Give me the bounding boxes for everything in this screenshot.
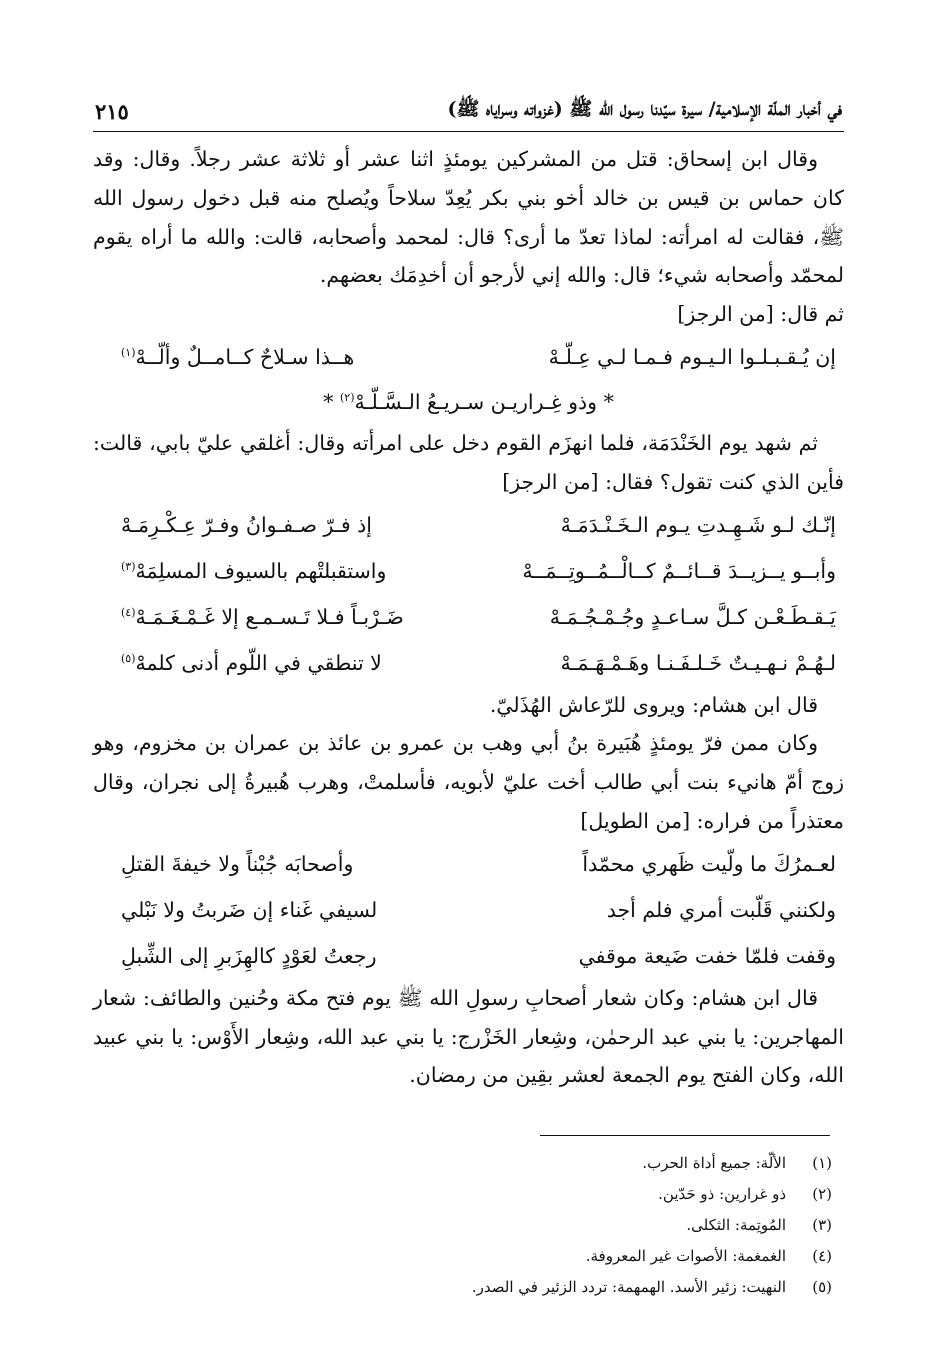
verse-line <box>93 334 844 380</box>
verse-hemistich: رجعتُ لعَوْدٍ كالهِزَبرِ إلى الشِّبلِ <box>121 943 377 968</box>
verse-line <box>93 548 844 594</box>
verse-hemistich: إن يُـقـبـلـوا الـيـوم فـمـا لـي عِـلّـهْ <box>548 344 836 369</box>
footnote-number: (٢) <box>812 1185 832 1203</box>
footnote <box>472 1179 832 1210</box>
running-header <box>95 93 842 129</box>
verse-hemistich: وقفت فلمّا خفت ضَيعة موقفي <box>578 943 836 968</box>
verse-hemistich: إذ فـرّ صـفـوانُ وفـرّ عِـكْـرِمَـهْ <box>121 512 373 537</box>
verse-hemistich: وأبــو يــزيــدَ قــائــمٌ كــالْــمُــوتِــمَــهْ <box>522 558 836 583</box>
footnote-text: الألّة: جميع أداة الحرب. <box>642 1154 786 1172</box>
header-rule <box>93 131 844 132</box>
verse-line <box>93 887 844 933</box>
verse-hemistich: إنّـك لـو شَـهِـدتِ يـوم الـخَـنْـدَمَـهْ <box>560 512 836 537</box>
footnote-marker: (٤) <box>121 605 136 619</box>
verse-hemistich: * وذو غِـراريـن سـريـعُ الـسَّـلّـهْ$^{(٢)}$ * <box>323 389 614 414</box>
verse-line <box>93 841 844 887</box>
footnote-marker: (٢) <box>339 391 355 405</box>
verse-line <box>93 933 844 979</box>
verse-hemistich: لـهُـمْ نـهـيـتٌ خَـلـفَـنـا وهَـمْـهَـمَـهْ <box>560 650 836 675</box>
meter-label: [من الطويل] <box>580 808 691 833</box>
footnote <box>472 1210 832 1241</box>
verse-line <box>93 594 844 640</box>
verse-line <box>93 640 844 686</box>
verse-hemistich: ولكنني قَلّبت أمري فلم أجد <box>606 897 836 922</box>
paragraph: قال ابن هشام: وكان شعار أصحابِ رسولِ الله ﷺ يوم فتح مكة وحُنين والطائف: شعار المهاجرين: يا بني عبد الرحمٰن، وشِعار الخَزْرج: يا بني عبد الله، وشِعار الأَوْس: يا بني عبيد الله، وكان الفتح يوم الجمعة لعشر بقِين من رمضان. <box>93 985 844 1088</box>
footnote-number: (٣) <box>812 1216 832 1234</box>
footnote-text: ذو غرارين: ذو حَدّين. <box>658 1185 786 1203</box>
footnotes <box>472 1148 832 1303</box>
paragraph: قال ابن هشام: ويروى للرّعاش الهُذَليّ. <box>489 692 818 717</box>
footnote-marker: (٥) <box>121 651 136 665</box>
footnote <box>472 1241 832 1272</box>
verse-hemistich: وأصحابَه جُبْناً ولا خيفةَ القتلِ <box>121 851 354 876</box>
footnote-rule <box>540 1135 830 1136</box>
verse-hemistich: لسيفي غَناء إن ضَربتُ ولا نَبْلي <box>121 897 378 922</box>
footnote <box>472 1148 832 1179</box>
paragraph: وقال ابن إسحاق: قتل من المشركين يومئذٍ اثنا عشر أو ثلاثة عشر رجلاً. وقال: وقد كان حماس بن قيس بن خالد أخو بني بكر يُعِدّ سلاحاً ويُصلح منه قبل دخول رسول الله ﷺ، فقالت له امرأته: لماذا تعدّ ما أرى؟ قال: لمحمد وأصحابه، قالت: والله ما أراه يقوم لمحمّد وأصحابه شيء؛ قال: والله إني لأرجو أن أخدِمَك بعضهم. <box>93 147 844 288</box>
page-number: ٢١٥ <box>95 98 129 124</box>
paragraph: ثم قال: [من الرجز] <box>677 302 844 327</box>
verse-hemistich: يَـقـطَـعْـن كـلَّ سـاعـدٍ وجُـمْـجُـمَـهْ <box>549 604 836 629</box>
verse-hemistich: واستقبلتْهم بالسيوف المسلِمَهْ$^{(٣)}$ <box>121 558 387 583</box>
footnote-text: الغمغمة: الأصوات غير المعروفة. <box>585 1247 786 1265</box>
verse-hemistich: ضَـرْبـاً فـلا تَـسـمـع إلا غَـمْـغَـمَـهْ$^{(٤)}$ <box>121 604 404 629</box>
meter-label: [من الرجز] <box>677 302 774 327</box>
verse-line <box>93 380 844 424</box>
running-title: في أخبار الملّة الإسلامية/ سيرة سيّدنا رسول الله ﷺ (غزواته وسراياه ﷺ) <box>447 98 842 120</box>
footnote-number: (١) <box>812 1154 832 1172</box>
paragraph: وكان ممن فرّ يومئذٍ هُبَيرة بنُ أبي وهب بن عمرو بن عائذ بن عمران بن مخزوم، وهو زوج أمّ هانيء بنت أبي طالب أخت عليّ لأبويه، فأسلمتْ، وهرب هُبيرةُ إلى نجران، وقال معتذراً من فراره: [من الطويل] <box>93 731 844 833</box>
main-text <box>93 140 844 1095</box>
footnote-marker: (١) <box>121 346 136 360</box>
verse-hemistich: لا تنطقي في اللّوم أدنى كلمهْ$^{(٥)}$ <box>121 650 382 675</box>
footnote-number: (٥) <box>812 1278 832 1296</box>
footnote-marker: (٣) <box>121 559 136 573</box>
verse-line <box>93 502 844 548</box>
paragraph: ثم شهد يوم الخَنْدَمَة، فلما انهزَم القوم دخل على امرأته وقال: أغلقي عليّ بابي، قالت: فأين الذي كنت تقول؟ فقال: [من الرجز] <box>93 430 844 494</box>
footnote-text: المُوتِمة: الثكلى. <box>686 1216 786 1234</box>
footnote-number: (٤) <box>812 1247 832 1265</box>
verse-hemistich: لعـمرُكَ ما ولّيت ظَهري محمّداً <box>582 851 836 876</box>
verse-hemistich: هــذا سـلاحٌ كــامــلٌ وألّــهْ$^{(١)}$ <box>121 344 355 369</box>
meter-label: [من الرجز] <box>502 469 599 494</box>
footnote <box>472 1272 832 1303</box>
footnote-text: النهيت: زئير الأسد. الهمهمة: تردد الزئير في الصدر. <box>471 1278 786 1296</box>
